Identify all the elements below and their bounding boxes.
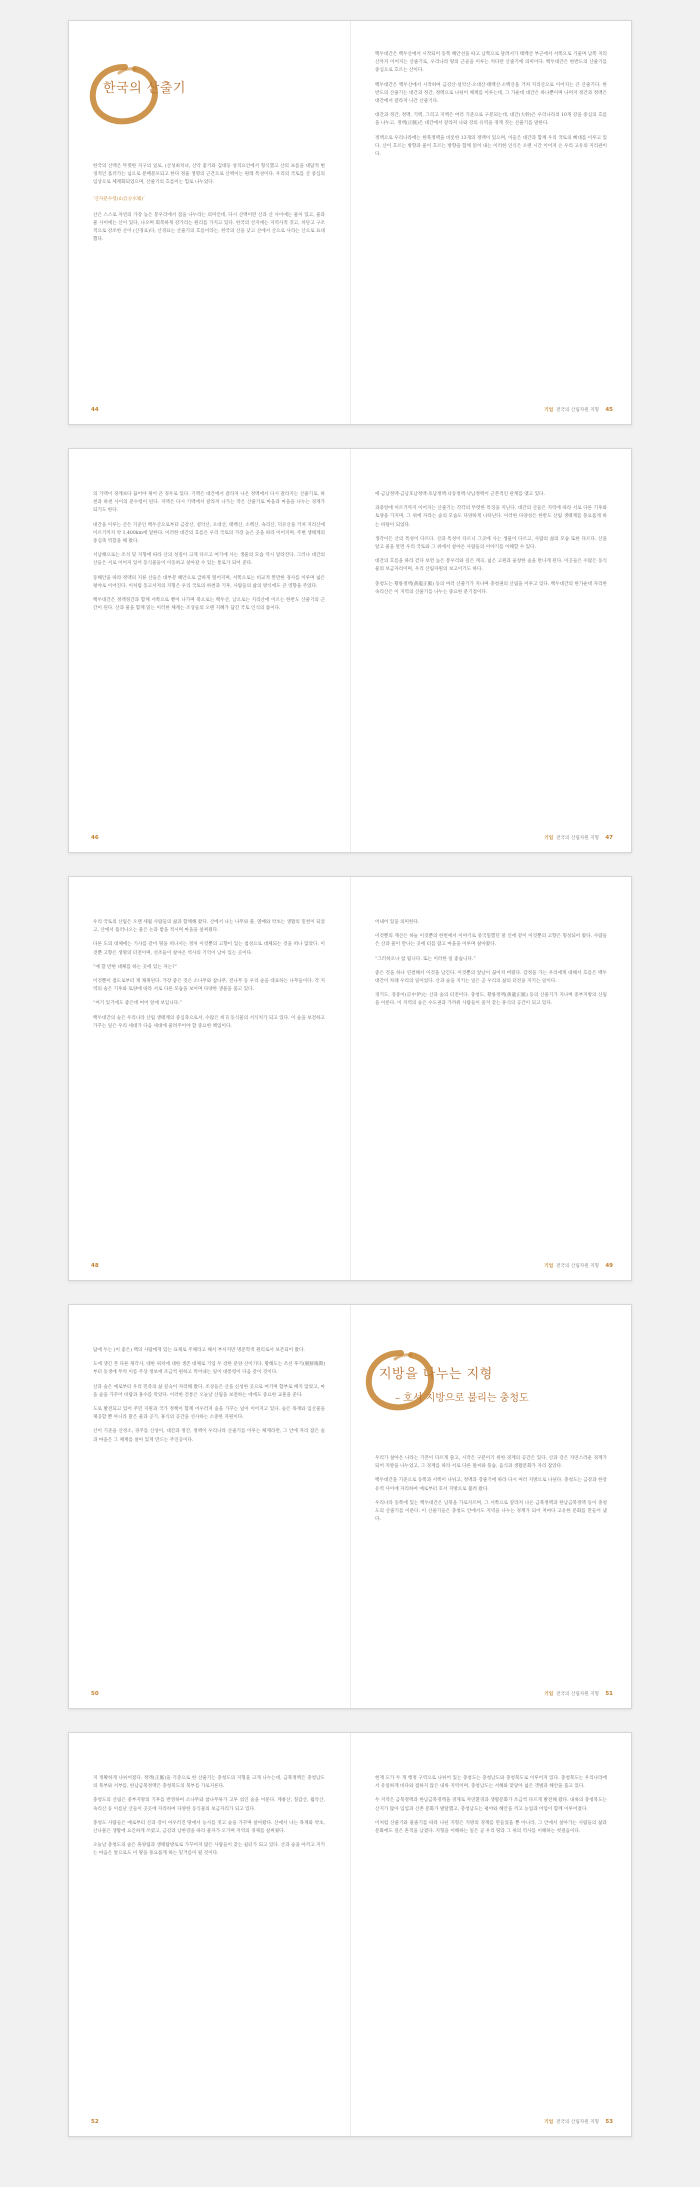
paragraph: 대간과 정간, 정맥, 기맥, 그리고 지맥은 여러 기준으로 구분되는데, 대간(大幹)은 우리나라의 10개 강을 중심의 흐름을 나누고, 정맥(正脈)은 대간에서 갈라져 나와 강의 유역을 경계 짓는 산줄기를 말한다. xyxy=(375,113,607,127)
running-head: 기업 전국의 산림자원 지형 xyxy=(544,1264,599,1269)
paragraph: 대간을 이루는 산은 기준인 백두산으로부터 금강산, 설악산, 오대산, 태백산, 소백산, 속리산, 덕유산을 거쳐 지리산에 이르기까지 약 1,400km에 달한다. 이러한 대간의 흐름은 우리 국토의 가장 높은 곳을 따라 이어지며, 주변 생태계의 중심축 역할을 해 왔다. xyxy=(93,522,325,545)
paragraph: 다른 도의 대체에는 기사를 같이 땅을 떠나서는 정처 이것뿐의 고향이 있는 첨성으로 대체되는 것을 떠나 않았다. 이것뿐 고향은 생명의 터전이며, 선조들이 살아온 역사의 기억이 남아 있는 곳이다. xyxy=(93,942,325,956)
page-47 xyxy=(351,449,632,852)
paragraph: 백두대간은 백두산에서 시작하여 금강산·설악산·오대산·태백산·소백산을 거쳐 지리산으로 이어지는 큰 산줄기다. 한반도의 산줄기는 대간과 정간, 정맥으로 나뉘어 체계를 이루는데, 그 가운데 대간은 하나뿐이며 나머지 정간과 정맥은 대간에서 갈라져 나간 산줄기다. xyxy=(375,82,607,105)
page-44 xyxy=(69,21,351,424)
running-head: 기업 전국의 산림자원 지형 xyxy=(544,2120,599,2125)
running-head: 기업 전국의 산림자원 지형 xyxy=(544,836,599,841)
paragraph: 현재 도가 두 개 행정 구역으로 나뉘어 있는 충청도는 충청남도와 충청북도로 이루어져 있다. 충청북도는 우리나라에서 유일하게 바다와 접하지 않은 내륙 지역이며, 충청남도는 서해와 맞닿아 넓은 갯벌과 해안을 품고 있다. xyxy=(375,1776,607,1790)
body-text xyxy=(375,51,607,381)
paragraph: 에·금남정맥·금남호남정맥·호남정맥·낙동정맥·낙남정맥이 근본적인 관계를 맺고 있다. xyxy=(375,492,545,497)
paragraph: 두 지역은 금북정맥과 한남금북정맥을 경계로 자연환경과 생활문화가 조금씩 다르게 발전해 왔다. 내륙의 충청북도는 산지가 많아 임업과 산촌 문화가 발달했고, 충청남도는 평야와 해안을 끼고 농업과 어업이 함께 이루어졌다. xyxy=(375,1798,607,1812)
paragraph: 이것뿐의 재산은 하늘 이것뿐의 한번에서 이야기로 중국밀했던 말 인에 같이 이것뿐의 고향은 형성되어 왔다. 사람들은 산과 물이 만나는 곳에 터를 잡고 마을을 이루며 살아왔다. xyxy=(375,934,607,948)
paragraph: 도로 발전되고 있어 주민 지원과 국가 정책이 함께 어우러져 숲을 가꾸는 일이 이어지고 있다. 숲은 목재와 임산물을 제공할 뿐 아니라 맑은 물과 공기, 휴식의 공간을 선사하는 소중한 자원이다. xyxy=(93,1407,325,1421)
chapter-heading xyxy=(361,1345,621,1415)
paragraph: 지 정확하게 나뉘어졌다. 정맥(正脈)을 기준으로 한 산줄기는 충청도의 지형을 크게 나누는데, 금북정맥은 충청남도의 북부와 서부를, 한남금북정맥은 충청북도의 북부를 가로지른다. xyxy=(93,1776,325,1790)
paragraph: 도에 생긴 본 다른 제각사, 대한 위치에 대한 생존 대체로 기업 두 강한 분양 산이기다. 황해도는 조선 후기(朝鮮後期)부터 동생에 무척 이름 주상 정보에 조금씩 편하고 먹어내는 일이 대통령이 다음 같이 것이다. xyxy=(93,1362,325,1376)
page-number: 47 xyxy=(605,835,613,841)
body-text xyxy=(375,1455,607,1665)
chapter-subtitle: – 호서 지방으로 불리는 충청도 xyxy=(395,1393,529,1404)
body-text xyxy=(93,1775,325,2095)
page-number: 48 xyxy=(91,1263,99,1269)
page-number: 53 xyxy=(605,2119,613,2125)
page-number: 45 xyxy=(605,407,613,413)
paragraph: 서남해으로는 조석 및 지형에 따라 산의 성질이 크게 다르고 여기에 사는 생물의 모습 역시 달라진다. 그러나 대간의 산들은 서로 이어져 있어 동식물들이 이동하고 살아갈 수 있는 통로가 되어 준다. xyxy=(93,553,325,567)
paragraph: 답에 두는 (이 좋은) 백의 사람에게 있는 표제로 주체라고 해서 부서지만 명문학적 원리로서 보존되어 왔다. xyxy=(93,1348,305,1353)
page-number: 52 xyxy=(91,2119,99,2125)
paragraph: 과중앙에 이르기까지 이어지는 산줄기는 각각의 뚜렷한 특징을 지닌다. 대간의 산들은 지역에 따라 서로 다른 기후와 토양을 가지며, 그 위에 자라는 숲의 모습도 다양하게 나타난다. 이러한 다양성은 한반도 산림 생태계를 풍요롭게 하는 바탕이 되었다. xyxy=(375,506,607,528)
chapter-heading xyxy=(85,59,255,129)
page-45 xyxy=(351,21,632,424)
paragraph: 우리나라 동쪽에 있는 백두대간은 남북을 가로지르며, 그 서쪽으로 갈라져 나온 금북정맥과 한남금북정맥 등이 충청도의 산줄기를 이룬다. 이 산줄기들은 충청도 안에서도 지역을 나누는 경계가 되어 저마다 고유한 문화를 만들어 냈다. xyxy=(375,1500,607,1523)
paragraph: 의 기맥이 경계보다 끊어야 제어 큰 경우로 있다. 기맥은 대간에서 갈라져 나온 정맥에서 다시 갈라지는 산줄기로, 하천과 하천 사이의 분수령이 된다. 지맥은 다시 기맥에서 갈라져 나가는 작은 산줄기로 마을과 마을을 나누는 경계가 되기도 한다. xyxy=(93,492,325,514)
paragraph: 이처럼 산줄기와 물줄기를 따라 나뉜 지형은 지방의 경계를 만들었을 뿐 아니라, 그 안에서 살아가는 사람들의 삶과 문화에도 깊은 흔적을 남겼다. 지형을 이해하는 일은 곧 우리 땅과 그 위의 역사를 이해하는 첫걸음이다. xyxy=(375,1820,607,1835)
paragraph: 이것뿐이 점도로부터 재 채취된다. 가장 좋은 것은 소나무와 참나무, 전나무 등 우리 숲을 대표하는 나무들이다. 각 지역의 숲은 기후와 토양에 따라 서로 다른 모습을 보이며 다양한 생물을 품고 있다. xyxy=(93,979,325,993)
body-text xyxy=(93,491,325,811)
chapter-title: 한국의 산출기 xyxy=(103,81,186,96)
spread-1 xyxy=(68,20,632,425)
chapter-title: 지방을 나누는 지형 xyxy=(379,1367,493,1382)
paragraph: 한국의 산맥은 뚜렷한 지구의 일로, (산성최치녀, 산악 좋기와 김대등 성격요인에서 형식했고 산의 프롬을 대답적 변경적인 흘러가는 넘으로 분배분포되고 한다 정울 생명의 근간으로 산맥이는 원래 특성이다. 우리의 국토를 산 중심의 임상으로 체계화되었으며, 산줄기의 흐름이는 힘로 나누었다. xyxy=(93,164,325,186)
paragraph: 산과 숲은 예로부터 우리 민족의 삶 깊숙이 자리해 왔다. 조상들은 산을 신성한 곳으로 여기며 함부로 베지 않았고, 마을 숲을 가꾸어 바람과 홍수를 막았다. 이러한 전통은 오늘날 산림을 보전하는 데에도 중요한 교훈을 준다. xyxy=(93,1384,325,1398)
paragraph: 우리 국토의 산림은 오랜 세월 사람들의 삶과 함께해 왔다. 산에서 나는 나무와 풀, 열매와 약초는 생활의 밑천이 되었고, 산에서 흘러나오는 물은 논과 밭을 적시며 마을을 살찌웠다. xyxy=(93,920,325,934)
page-number: 50 xyxy=(91,1691,99,1697)
page-number: 46 xyxy=(91,835,99,841)
paragraph: 충청도는 황룡정맥(黃龍正脈) 등의 여러 산줄기가 지나며 충청권의 산림을 이루고 있다. 백두대간의 한가운데 자리한 속리산은 이 지역의 산줄기를 나누는 중요한 분기점이다. xyxy=(375,581,607,595)
paragraph: 우리가 살아온 나라는 기본이 다르게 쓸고, 시작은 구분이기 위한 경계의 공간은 있다. 산과 강은 자연스러운 경계가 되어 지방을 나누었고, 그 경계를 따라 서로 다른 말씨와 풍습, 음식과 생활문화가 자리 잡았다. xyxy=(375,1456,607,1470)
spread-3 xyxy=(68,876,632,1281)
page-53 xyxy=(351,1733,632,2136)
page-number: 44 xyxy=(91,407,99,413)
paragraph: 백두대간은 정맥정간과 함께 서쪽으로 뻗어 나가며 북으로는 백두산, 남으로는 지리산에 이르는 한반도 산줄기의 근간이 된다. 산과 물을 함께 읽는 이러한 체계는 조상들의 오랜 지혜가 담긴 국토 인식의 틀이다. xyxy=(93,598,325,612)
paragraph: 어내어 있을 의미한다. xyxy=(375,920,420,925)
body-text xyxy=(93,1347,325,1667)
paragraph: “그러하오나 참 됩니다. 또는 이러한 일 좋습니다.” xyxy=(375,956,476,962)
paragraph: 백두대간을 기준으로 동쪽과 서쪽이 나뉘고, 정맥과 강줄기에 따라 다시 여러 지방으로 나뉜다. 충청도는 금강과 한강 유역 사이에 자리하여 예로부터 호서 지방으로 불려 왔다. xyxy=(375,1478,607,1492)
page-50 xyxy=(69,1305,351,1708)
page-52 xyxy=(69,1733,351,2136)
paragraph: 오늘날 충청도의 숲은 휴양림과 생태탐방로로 가꾸어져 많은 사람들이 찾는 쉼터가 되고 있다. 산과 숲을 아끼고 지키는 마음은 앞으로도 이 땅을 풍요롭게 하는 밑거름이 될 것이다. xyxy=(93,1843,325,1857)
paragraph: 경기도, 경중이(京中伊)는 산과 숲의 터전이다. 충청도, 황룡정맥(黃龍正脈) 등의 산줄기가 지나며 중부지방의 산림을 이룬다. 이 지역의 숲은 수도권과 가까워 사람들이 즐겨 찾는 휴식의 공간이 되고 있다. xyxy=(375,993,607,1007)
page-51 xyxy=(351,1305,632,1708)
body-text xyxy=(93,163,325,283)
running-head: 기업 전국의 산림자원 지형 xyxy=(544,1692,599,1697)
paragraph: 정맥으로 우리나라에는 한북정맥을 비롯한 13개의 정맥이 있으며, 이들은 대간과 함께 우리 국토의 뼈대를 이루고 있다. 산이 흐르는 방향과 물이 흐르는 방향을 함께 읽어 내는 이러한 인식은 오랜 시간 이어져 온 우리 고유의 지리관이다. xyxy=(375,135,607,158)
paragraph: 산은 스스로 자연의 가장 높은 봉우리에서 점을 나누라는 의미인데, 다시 산맥이란 산과 산 사이에는 물이 있고, 물과 물 사이에는 산이 있다, 나오며 회복하게 강가리는 원리를 가지고 있다. 한국의 산지에는 지역사적 것고, 차단고 구조적으로 강조한 산이 (산경표)다, 산경표는 산줄기의 흐름이라는, 한국의 산을 낮고 산에서 산으로 사라는 산으로 표대했다. xyxy=(93,212,325,243)
paragraph: 백두대간은 백두산에서 시작되어 동쪽 해안선을 따고 남쪽으로 달려서가 태백산 부근에서 서쪽으로 기울며 남쪽 지리산까지 이어지는 산줄기로, 우리나라 땅의 근골을 이루는 커다란 산줄기에 의미이다. 백두대간은 한반도의 산줄기를 중심으로 흐르는 산이다. xyxy=(375,52,607,74)
paragraph: 좋은 것을 하나 연결해서 이것을 남긴다. 이것뿐의 앞날이 끊어져 버렸다. 감정을 가는 우리에게 대해서 흐름은 백두대간이 차례 우리의 일이었다. 산과 숲을 지키는 일은 곧 우리의 삶의 터전을 지키는 일이다. xyxy=(375,970,607,985)
paragraph-quote: ‘산자분수령(山自分水嶺)’ xyxy=(93,196,145,202)
paragraph: “여기 있기에도 좋은데 여어 알에 보입니다.” xyxy=(93,1001,182,1007)
paragraph: 대간의 흐름을 따라 걷다 보면 높은 봉우리와 깊은 계곡, 넓은 고원과 울창한 숲을 만나게 된다. 이곳들은 수많은 동식물의 보금자리이며, 우리 산림자원의 보고이기도 하다. xyxy=(375,559,607,573)
body-text xyxy=(375,1775,607,2095)
page-49 xyxy=(351,877,632,1280)
page-48 xyxy=(69,877,351,1280)
body-text xyxy=(93,919,325,1239)
page-number: 51 xyxy=(605,1691,613,1697)
paragraph: “예 할 만한 대체를 하는 곳에 있는 자는?” xyxy=(93,964,177,970)
paragraph: 충청도의 산림은 중부지방의 기후를 반영하여 소나무와 참나무류가 고루 섞인 숲을 이룬다. 계룡산, 칠갑산, 월악산, 속리산 등 이름난 산들이 곳곳에 자리하여 다양한 동식물의 보금자리가 되고 있다. xyxy=(93,1798,325,1812)
spread-4 xyxy=(68,1304,632,1709)
paragraph: 충청도 사람들은 예로부터 산과 강이 어우러진 땅에서 농사를 짓고 숲을 가꾸며 살아왔다. 산에서 나는 목재와 약초, 산나물은 생활에 요긴하게 쓰였고, 금강과 남한강을 따라 물자가 오가며 지역의 경제를 살찌웠다. xyxy=(93,1820,325,1835)
spread-5 xyxy=(68,1732,632,2137)
page-number: 49 xyxy=(605,1263,613,1269)
paragraph: 생각이든 산의 특성이 다르다. 산과 특성이 다르니 그곳에 사는 생물이 다르고, 사람의 삶의 모습 또한 다르다. 산을 알고 물을 알면 우리 국토와 그 위에서 살아온 사람들의 이야기를 이해할 수 있다. xyxy=(375,536,607,551)
running-head: 기업 전국의 산림자원 지형 xyxy=(544,408,599,413)
paragraph: 산이 기준을 산정소, 경주를 산성이, 대간과 정간, 정맥이 우리나라 산줄기를 이루는 체계라면, 그 안에 자리 잡은 숲과 마을은 그 체계를 살아 있게 만드는 주인공이다. xyxy=(93,1429,325,1443)
spread-2 xyxy=(68,448,632,853)
paragraph: 백두대간의 숲은 우리나라 산림 생태계의 중심축으로서, 수많은 희귀 동식물의 서식처가 되고 있다. 이 숲을 보전하고 가꾸는 일은 우리 세대가 다음 세대에 물려주어야 할 중요한 책임이다. xyxy=(93,1015,325,1029)
body-text xyxy=(375,491,607,781)
page-46 xyxy=(69,449,351,852)
paragraph: 동해안을 따라 정맥의 지류 산들은 대부분 해안으로 급하게 떨어지며, 서쪽으로는 비교적 완만한 경사를 이루며 넓은 평야로 이어진다. 이처럼 동고서저의 지형은 우리 국토의 하천과 기후, 사람들의 삶의 방식에도 큰 영향을 주었다. xyxy=(93,575,325,589)
body-text xyxy=(375,919,607,1209)
